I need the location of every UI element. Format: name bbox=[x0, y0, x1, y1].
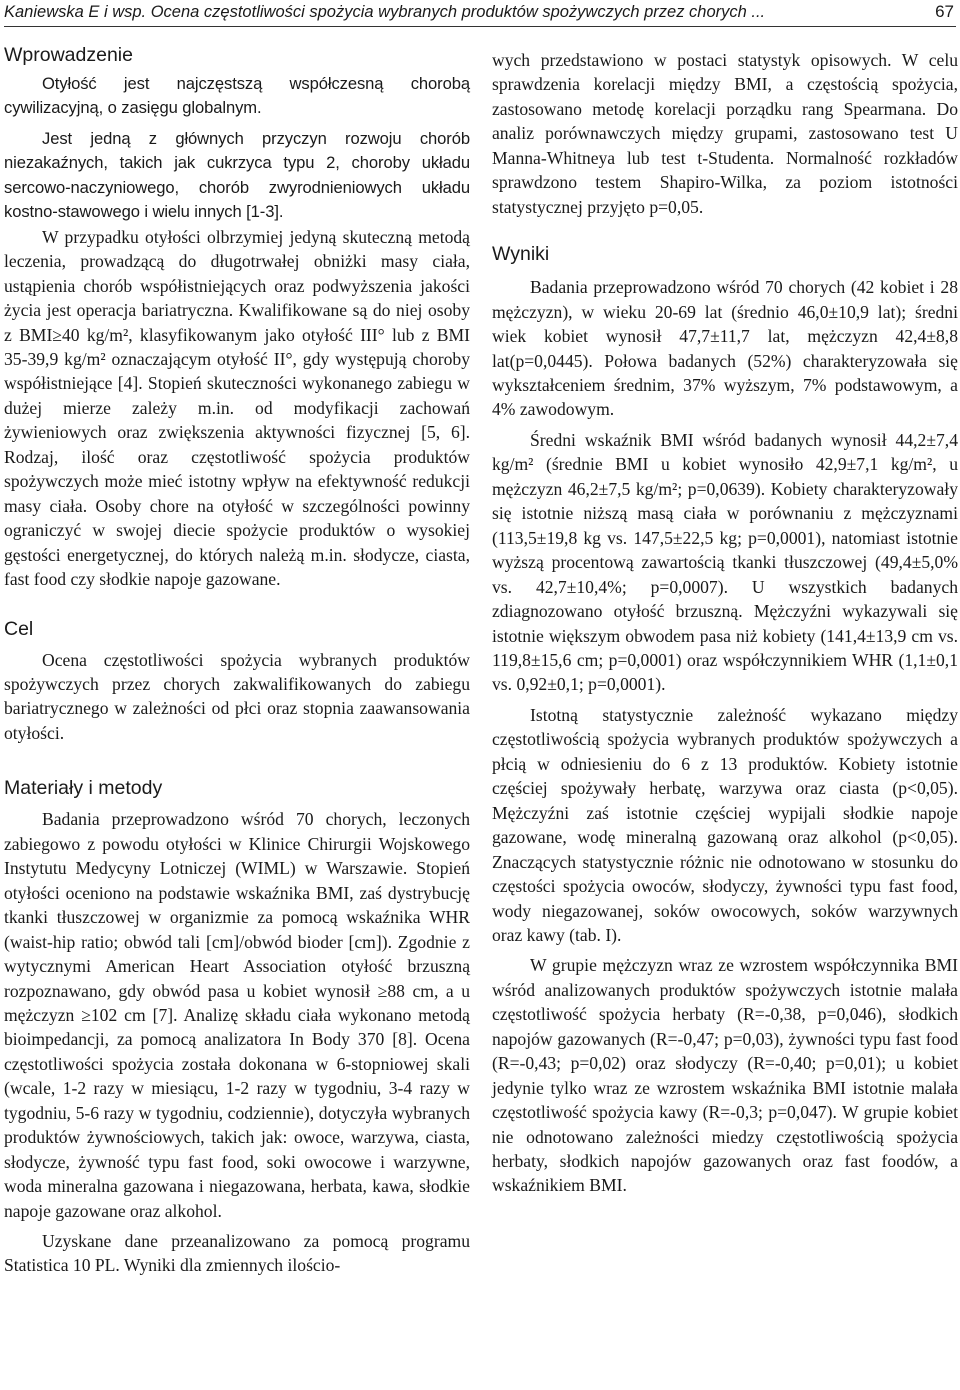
methods-paragraph-1: Badania przeprowadzono wśród 70 chorych, leczonych zabiegowo z powodu otyłości w Klinice Chirurgii Wojskowego Instytutu Medycyny Lotniczej (WIML) w Warszawie. Stopień otyłości oceniono na podstawie wskaźnika BMI, zaś dystrybucję tkanki tłuszczowej w organizmie za pomocą wskaźnika WHR (waist-hip ratio; obwód tali [cm]/obwód bioder [cm]). Zgodnie z wytycznymi American Heart Association otyłość brzuszną rozpoznawano, gdy obwód pasa u kobiet wynosił ≥88 cm, a u mężczyzn ≥102 cm [7]. Analizę składu ciała wykonano metodą bioimpedancji, za pomocą analizatora In Body 370 [8]. Ocena częstotliwości spożycia została dokonana w 6-stopniowej skali (wcale, 1-2 razy w miesiącu, 1-2 razy w tygodniu, 3-4 razy w tygodniu, 5-6 razy w tygodniu, codziennie), dotyczyła wybranych produktów żywnościowych, takich jak: owoce, warzywa, ciasta, słodycze, żywność typu fast food, soki owocowe i warzywne, woda mineralna gazowana i niegazowana, herbata, kawa, słodkie napoje gazowane oraz alkohol. bbox=[4, 809, 470, 1221]
heading-results: Wyniki bbox=[492, 243, 550, 266]
right-column bbox=[492, 48, 958, 1198]
results-paragraph-1: Badania przeprowadzono wśród 70 chorych (42 kobiet i 28 mężczyzn), w wieku 20-69 lat (średnio 46,0±10,9 lat); średni wiek kobiet wynosił 47,7±11,7 lat, mężczyzn 42,4±8,8 lat(p=0,0445). Połowa badanych (52%) charakteryzowała się wykształceniem średnim, 37% wyższym, 7% podstawowym, a 4% zawodowym. bbox=[492, 277, 958, 420]
running-title: Kaniewska E i wsp. Ocena częstotliwości spożycia wybranych produktów spożywczych przez chorych ... bbox=[4, 3, 766, 21]
running-header bbox=[4, 0, 956, 27]
methods-paragraph-2: Uzyskane dane przeanalizowano za pomocą programu Statistica 10 PL. Wyniki dla zmiennych ilościo- bbox=[4, 1231, 470, 1276]
aim-paragraph: Ocena częstotliwości spożycia wybranych produktów spożywczych przez chorych zakwalifikowanych do zabiegu bariatrycznego w zależności od płci oraz stopnia zaawansowania otyłości. bbox=[4, 649, 470, 743]
results-paragraph-3: Istotną statystycznie zależność wykazano między częstotliwością spożycia wybranych produktów spożywczych a płcią w odniesieniu do 6 z 13 produktów. Kobiety istotnie częściej spożywały herbatę, warzywa oraz ciasta (p<0,05). Mężczyźni zaś istotnie częściej wypijali słodkie napoje gazowane, wodę mineralną gazowaną oraz alkohol (p<0,05). Znaczących statystycznie różnic nie odnotowano w stosunku do częstości spożycia owoców, słodyczy, żywności typu fast food, wody niegazowanej, soków owocowych, soków warzywnych oraz kawy (tab. I). bbox=[492, 704, 958, 945]
heading-materials-methods: Materiały i metody bbox=[4, 777, 163, 800]
page-number: 67 bbox=[935, 2, 954, 21]
heading-aim: Cel bbox=[4, 617, 34, 640]
results-paragraph-2: Średni wskaźnik BMI wśród badanych wynosił 44,2±7,4 kg/m² (średnie BMI u kobiet wynosiło 42,9±7,1 kg/m², u mężczyzn 46,2±7,5 kg/m²; p=0,0639). Kobiety charakteryzowały się istotnie niższą masą ciała w porównaniu z mężczyznami (113,5±19,8 kg vs. 147,5±22,5 kg; p=0,0001), natomiast istotnie wyższą procentową zawartością tkanki tłuszczowej (49,4±5,0% vs. 42,7±10,4%; p=0,0007). U wszystkich badanych zdiagnozowano otyłość brzuszną. Mężczyźni wykazywali się istotnie większym obwodem pasa niż kobiety (141,4±13,9 cm vs. 119,8±15,6 cm; p=0,0001) oraz współczynnikiem WHR (1,1±0,1 vs. 0,92±0,1; p=0,0001). bbox=[492, 429, 958, 695]
intro-paragraph-3: W przypadku otyłości olbrzymiej jedyną skuteczną metodą leczenia, prowadzącą do długotrwałej obniżki masy ciała, ustąpienia chorób współistniejących oraz podwyższenia jakości życia jest operacja bariatryczna. Kwalifikowane są do niej osoby z BMI≥40 kg/m², klasyfikowanym jako otyłość III° lub z BMI 35-39,9 kg/m² oznaczającym otyłość II°, gdy występują choroby współistniejące [4]. Stopień skuteczności wykonanego zabiegu w dużej mierze zależy m.in. od modyfikacji zachowań żywieniowych oraz zwiększenia aktywności fizycznej [5, 6]. Rodzaj, ilość oraz częstotliwość spożycia produktów spożywczych może mieć istotny wpływ na efektywność redukcji masy ciała. Osoby chore na otyłość w szczególności powinny ograniczyć w swojej diecie spożycie produktów o wysokiej gęstości energetycznej, do których należą m.in. słodycze, ciasta, fast food czy słodkie napoje gazowane. bbox=[4, 226, 470, 590]
methods-paragraph-continued: wych przedstawiono w postaci statystyk opisowych. W celu sprawdzenia korelacji między BMI, a częstością spożycia, zastosowano metodę korelacji porządku rang Spearmana. Do analiz porównawczych między grupami, zastosowano test U Manna-Whitneya lub test t-Studenta. Normalność rozkładów sprawdzono testem Shapiro-Wilka, za poziom istotności statystycznej przyjęto p=0,05. bbox=[492, 50, 958, 217]
heading-introduction: Wprowadzenie bbox=[4, 44, 133, 66]
intro-paragraph-1: Otyłość jest najczęstszą współczesną chorobą cywilizacyjną, o zasięgu globalnym. bbox=[4, 74, 470, 118]
left-column bbox=[4, 40, 470, 1278]
results-paragraph-4: W grupie mężczyzn wraz ze wzrostem współczynnika BMI wśród analizowanych produktów spożywczych istotnie malała częstotliwość spożycia herbaty (R=-0,38, p=0,046), słodkich napojów gazowanych (R=-0,47; p=0,03), żywności typu fast food (R=-0,43; p=0,02) oraz słodyczy (R=-0,40; p=0,01); u kobiet jedynie tylko wraz ze wzrostem wskaźnika BMI istotnie malała częstotliwość spożycia kawy (R=-0,3; p=0,047). W grupie kobiet nie odnotowano zależności miedzy częstotliwością spożycia herbaty, słodkich napojów gazowanych oraz fast foodów, a wskaźnikiem BMI. bbox=[492, 955, 958, 1196]
intro-paragraph-2: Jest jedną z głównych przyczyn rozwoju chorób niezakaźnych, takich jak cukrzyca typu 2, choroby układu sercowo-naczyniowego, chorób zwyrodnieniowych układu kostno-stawowego i wielu innych [1-3]. bbox=[4, 128, 470, 222]
